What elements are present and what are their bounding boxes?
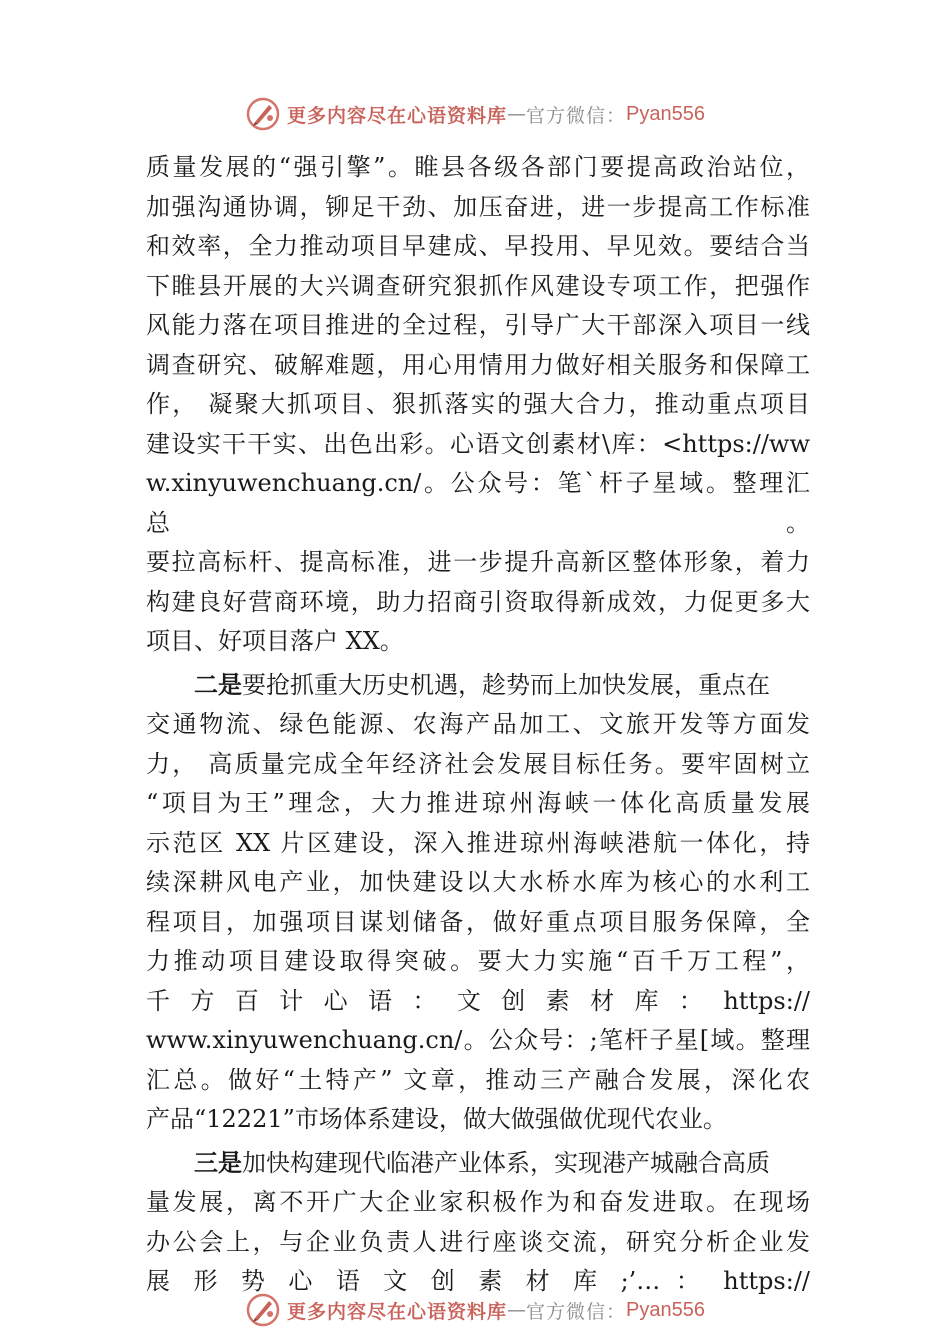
paragraph-2 [146,666,810,1140]
text-line: 要拉高标杆、提高标准，进一步提升高新区整体形象，着力 [146,548,810,576]
text-line: 力推动项目建设取得突破。要大力实施“百千万工程”， [146,947,810,975]
text-line: 示范区 XX 片区建设，深入推进琼州海峡港航一体化，持 [146,828,810,857]
text-line [146,1144,810,1184]
banner-wechat-id: Pyan556 [626,102,705,125]
text-line: 千 方 百 计 心 语 ： 文 创 素 材 库 ： https:// [146,986,810,1015]
text-line: 调查研究、破解难题，用心用情用力做好相关服务和保障工 [146,350,810,379]
text-line: 续深耕风电产业，加快建设以大水桥水库为核心的水利工 [146,868,810,896]
banner-separator: — [507,1299,527,1321]
text-line: 办公会上，与企业负责人进行座谈交流，研究分析企业发 [146,1227,810,1256]
text-line: 风能力落在项目推进的全过程，引导广大干部深入项目一线 [146,311,810,339]
text-line: “项目为王”理念，大力推进琼州海峡一体化高质量发展 [146,789,810,817]
banner-wechat-label: 官方微信： [526,104,627,127]
paragraph-lead: 二是 [194,670,242,699]
header-banner [0,92,950,136]
paragraph-1 [146,148,810,662]
text-line: 质量发展的“强引擎”。睢县各级各部门要提高政治站位， [146,153,810,181]
banner-wechat-label: 官方微信： [526,1300,627,1323]
text-line: 和效率，全力推动项目早建成、早投用、早见效。要结合当 [146,232,810,260]
text-span: 加快构建现代临港产业体系，实现港产城融合高质 [242,1148,770,1177]
text-line: 量发展，离不开广大企业家积极作为和奋发进取。在现场 [146,1188,810,1216]
banner-text: 更多内容尽在心语资料库 [287,1300,508,1323]
document-body [146,148,810,1302]
text-line: 下睢县开展的大兴调查研究狠抓作风建设专项工作，把强作 [146,271,810,300]
text-line: 力， 高质量完成全年经济社会发展目标任务。要牢固树立 [146,749,810,778]
banner-text: 更多内容尽在心语资料库 [287,104,508,127]
text-line: 产品“12221”市场体系建设，做大做强做优现代农业。 [146,1105,727,1133]
quill-logo-icon [245,1292,281,1328]
paragraph-3 [146,1144,810,1302]
text-line: w.xinyuwenchuang.cn/。公众号：笔`杆子星域。整理汇总。 [146,469,810,537]
quill-logo-icon [245,96,281,132]
text-span: 要抢抓重大历史机遇，趁势而上加快发展，重点在 [242,670,770,699]
text-line: 加强沟通协调，铆足干劲、加压奋进，进一步提高工作标准 [146,192,810,221]
text-line: 展 形 势 心 语 文 创 素 材 库 ;’… ： https:// [146,1267,810,1295]
text-line: 建设实干干实、出色出彩。心语文创素材\库：<https://ww [146,429,810,458]
text-line: 程项目，加强项目谋划储备，做好重点项目服务保障，全 [146,907,810,936]
text-line: 作， 凝聚大抓项目、狠抓落实的强大合力，推动重点项目 [146,390,810,418]
footer-banner [0,1288,950,1332]
banner-wechat-id: Pyan556 [626,1298,705,1321]
banner-separator: — [507,103,527,125]
paragraph-lead: 三是 [194,1148,242,1177]
text-line: 汇总。做好“土特产” 文章，推动三产融合发展，深化农 [146,1065,810,1094]
text-line: 构建良好营商环境，助力招商引资取得新成效，力促更多大 [146,587,810,616]
text-line: 交通物流、绿色能源、农海产品加工、文旅开发等方面发 [146,710,810,738]
text-line: www.xinyuwenchuang.cn/。公众号：;笔杆子星[域。整理 [146,1026,810,1054]
text-line [146,666,810,706]
text-line: 项目、好项目落户 XX。 [146,627,404,655]
